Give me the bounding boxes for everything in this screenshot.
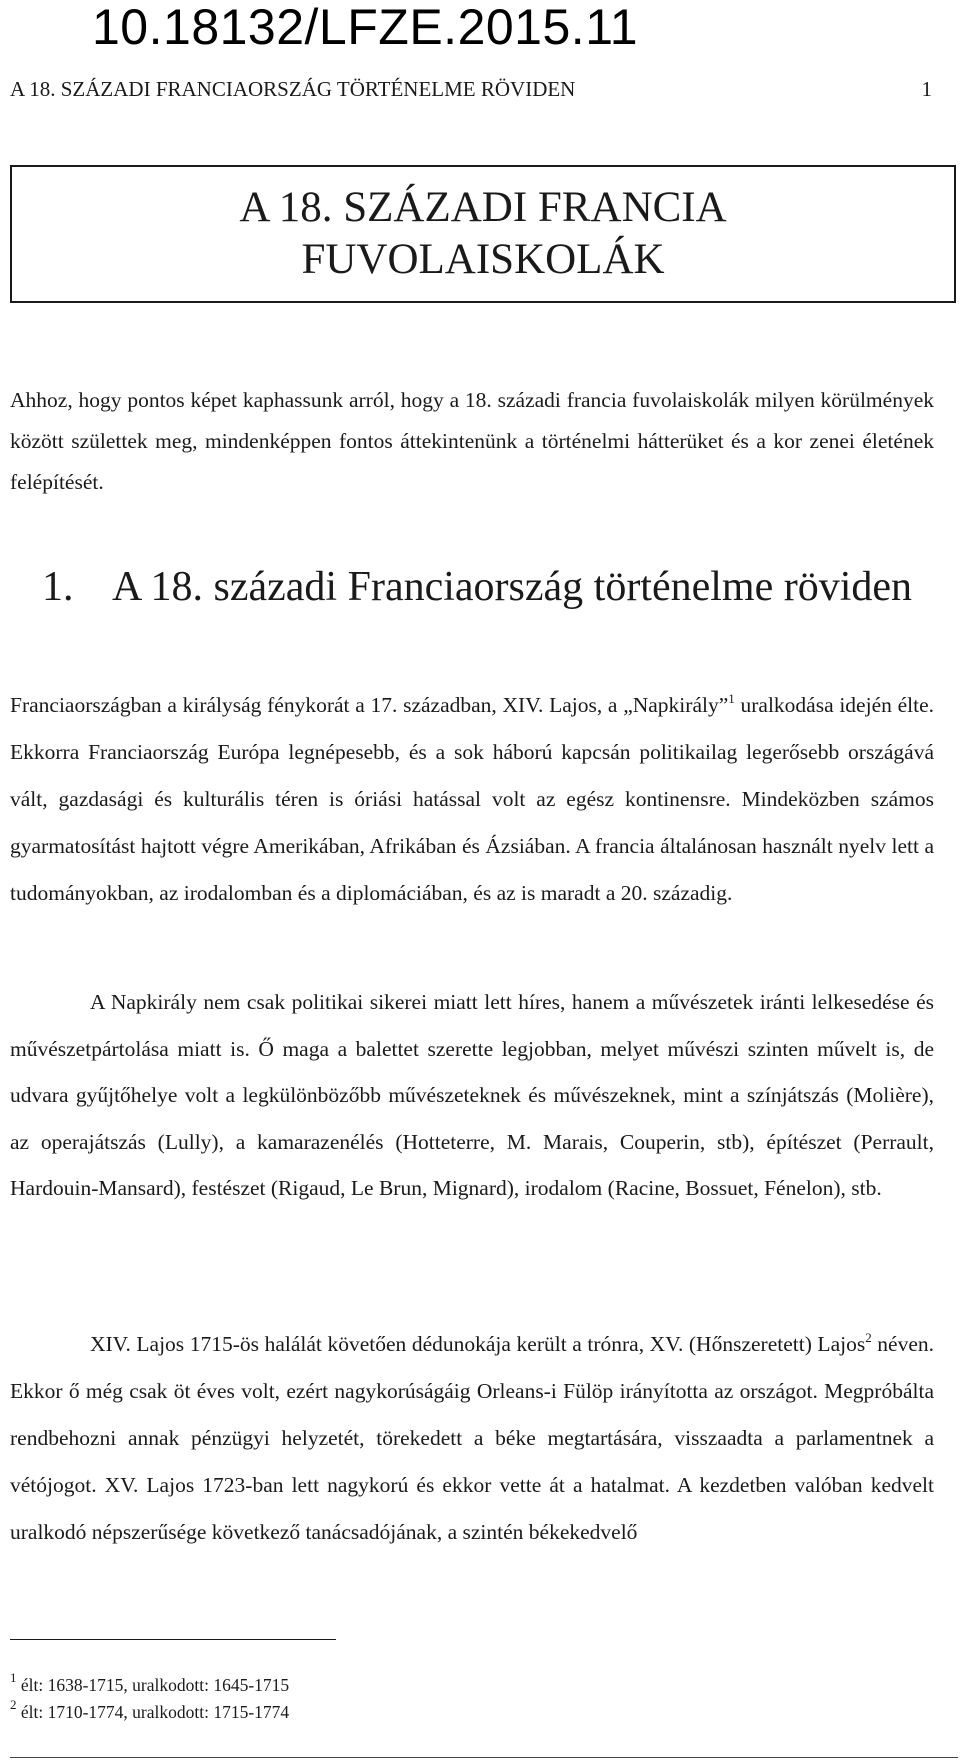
page-bottom-rule (10, 1757, 958, 1758)
footnote-mark: 2 (10, 1697, 17, 1712)
footnote-2 (10, 1699, 289, 1726)
footnote-text: élt: 1638-1715, uralkodott: 1645-1715 (16, 1675, 290, 1695)
footnotes (10, 1672, 289, 1726)
paragraph-text: XIV. Lajos 1715-ös halálát követően dédunokája került a trónra, XV. (Hőnszeretett) Lajos (90, 1332, 866, 1356)
footnote-separator (10, 1639, 336, 1640)
body-paragraph-2: A Napkirály nem csak politikai sikerei miatt lett híres, hanem a művészetek iránti lelkesedése és művészetpártolása miatt is. Ő maga a balettet szerette legjobban, melyet művészi szinten művelt is, de udvara gyűjtőhelye volt a legkülönbözőbb művészeteknek és művészeknek, mint a színjátszás (Molière), az operajátszás (Lully), a kamarazenélés (Hotteterre, M. Marais, Couperin, stb), építészet (Perrault, Hardouin-Mansard), festészet (Rigaud, Le Brun, Mignard), irodalom (Racine, Bossuet, Fénelon), stb. (10, 990, 934, 1200)
paragraph-text: uralkodása idején élte. Ekkorra Franciaország Európa legnépesebb, és a sok háború kapcsán politikailag legerősebb országává vált, gazdasági és kulturális téren is óriási hatással volt az egész kontinensre. Mindeközben számos gyarmatosítást hajtott végre Amerikában, Afrikában és Ázsiában. A francia általánosan használt nyelv lett a tudományokban, az irodalomban és a diplomáciában, és az is maradt a 20. századig. (10, 693, 935, 905)
body-paragraph-3 (10, 1321, 934, 1556)
chapter-title-box (10, 165, 956, 303)
running-header-title: A 18. SZÁZADI FRANCIAORSZÁG TÖRTÉNELME RÖVIDEN (10, 77, 576, 101)
section-number: 1. (42, 564, 74, 610)
chapter-title-line2: FUVOLAISKOLÁK (301, 236, 665, 283)
footnote-reference: 1 (728, 691, 735, 706)
page-number: 1 (921, 77, 932, 101)
intro-paragraph: Ahhoz, hogy pontos képet kaphassunk arról, hogy a 18. századi francia fuvolaiskolák milyen körülmények között születtek meg, mindenképpen fontos áttekintenünk a történelmi hátterüket és a kor zenei életének felépítését. (10, 388, 934, 494)
chapter-title-line1: A 18. SZÁZADI FRANCIA (239, 184, 727, 231)
body-paragraph-1 (10, 682, 934, 917)
paragraph-text: néven. Ekkor ő még csak öt éves volt, ezért nagykorúságáig Orleans-i Fülöp irányította az országot. Megpróbálta rendbehozni annak pénzügyi helyzetét, törekedett a béke megtartására, visszaadta a parlamentnek a vétójogot. XV. Lajos 1723-ban lett nagykorú és ekkor vette át a hatalmat. A kezdetben valóban kedvelt uralkodó népszerűsége következő tanácsadójának, a szintén békekedvelő (10, 1332, 934, 1544)
footnote-reference: 2 (865, 1330, 872, 1345)
footnote-1 (10, 1672, 289, 1699)
doi-identifier: 10.18132/LFZE.2015.11 (92, 0, 639, 55)
paragraph-text: Franciaországban a királyság fénykorát a 17. században, XIV. Lajos, a „Napkirály” (10, 693, 729, 717)
footnote-mark: 1 (10, 1670, 17, 1685)
section-title: A 18. századi Franciaország történelme röviden (112, 564, 913, 610)
section-heading (42, 560, 922, 614)
running-header (10, 76, 932, 102)
footnote-text: élt: 1710-1774, uralkodott: 1715-1774 (16, 1702, 290, 1722)
